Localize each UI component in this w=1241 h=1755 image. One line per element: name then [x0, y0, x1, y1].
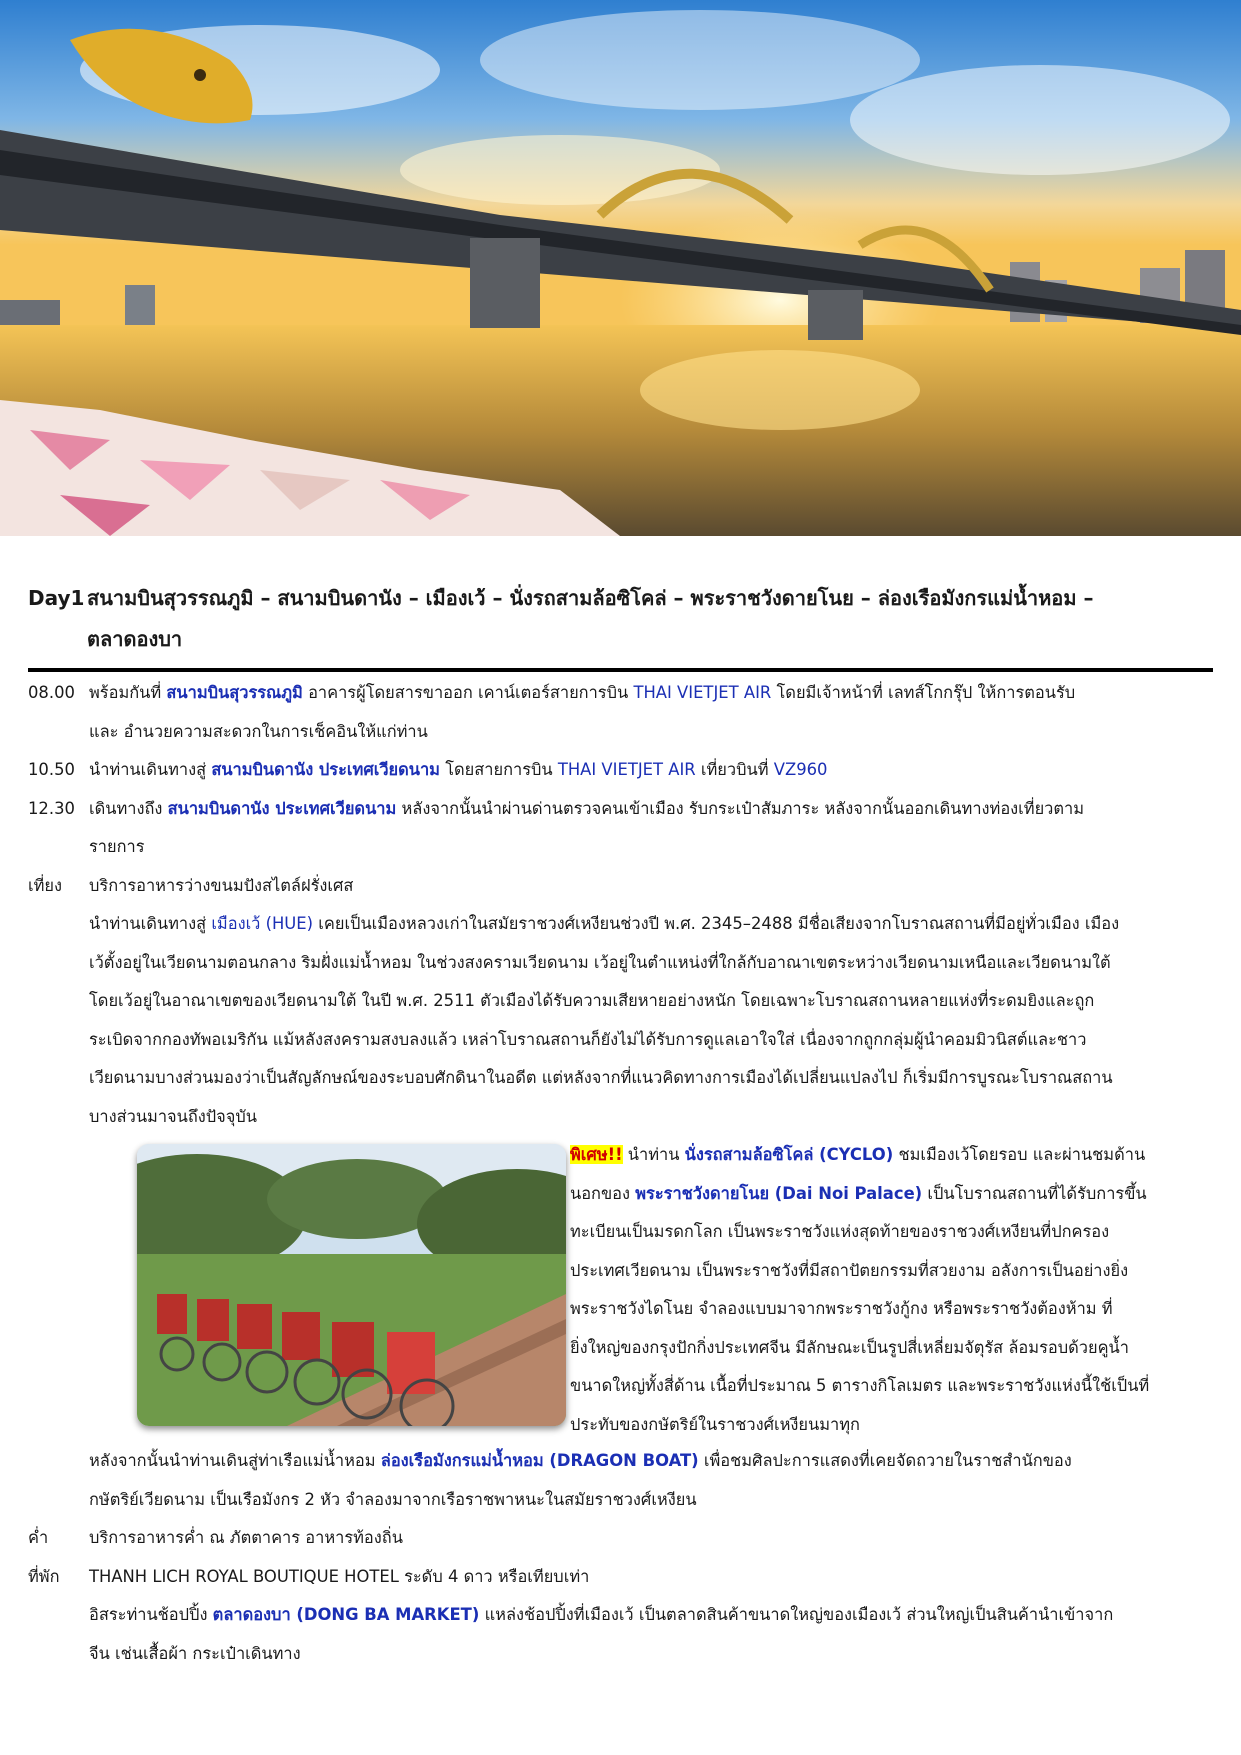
itinerary-item-hotel [28, 1558, 1213, 1597]
special-line: ยิ่งใหญ่ของกรุงปักกิ่งประเทศจีน มีลักษณะเป็นรูปสี่เหลี่ยมจัตุรัส ล้อมรอบด้วยคูน้ำ [570, 1337, 1129, 1357]
special-line: ประเทศเวียดนาม เป็นพระราชวังที่มีสถาปัตยกรรมที่สวยงาม อลังการเป็นอย่างยิ่ง [570, 1260, 1129, 1280]
text-run: แหล่งช้อปปิ้งที่เมืองเว้ เป็นตลาดสินค้าขนาดใหญ่ของเมืองเว้ ส่วนใหญ่เป็นสินค้านำเข้าจาก [479, 1605, 1114, 1624]
hue-line: เวียดนามบางส่วนมองว่าเป็นสัญลักษณ์ของระบอบศักดินาในอดีต แต่หลังจากที่แนวคิดทางการเมืองได้เปลี่ยนแปลงไป ก็เริ่มมีการบูรณะโบราณสถาน [89, 1068, 1113, 1087]
text-run: อาคารผู้โดยสารขาออก เคาน์เตอร์สายการบิน [302, 683, 634, 702]
item-text: บริการอาหารค่ำ ณ ภัตตาคาร อาหารท้องถิ่น [89, 1528, 403, 1547]
itinerary-item-1050 [28, 751, 1213, 790]
market-paragraph [28, 1596, 1213, 1673]
special-badge: พิเศษ!! [570, 1145, 623, 1164]
text-run: หลังจากนั้นนำผ่านด่านตรวจคนเข้าเมือง รับกระเป๋าสัมภาระ หลังจากนั้นออกเดินทางท่องเที่ยวตาม [396, 798, 1085, 818]
item-text [89, 790, 1213, 829]
hero-photo [0, 0, 1241, 536]
highlight-place: ตลาดองบา (DONG BA MARKET) [212, 1605, 480, 1624]
text-run: โดยสายการบิน [440, 760, 558, 779]
day-label: Day1 [28, 586, 85, 610]
text-run: นำท่าน [622, 1145, 685, 1164]
item-time: ค่ำ [28, 1528, 49, 1547]
item-time: 10.50 [28, 760, 75, 779]
special-line: ขนาดใหญ่ทั้งสี่ด้าน เนื้อที่ประมาณ 5 ตารางกิโลเมตร และพระราชวังแห่งนี้ใช้เป็นที่ [570, 1376, 1150, 1395]
hue-line: เว้ตั้งอยู่ในเวียดนามตอนกลาง ริมฝั่งแม่น้ำหอม ในช่วงสงครามเวียดนาม เว้อยู่ในตำแหน่งที่ใกล้กับอาณาเขตระหว่างเวียดนามเหนือและเวียดนามใต้ [89, 952, 1111, 972]
highlight-airline: THAI VIETJET AIR [557, 760, 696, 779]
text-run: นำท่านเดินทางสู่ [89, 760, 212, 779]
text-run: เป็นโบราณสถานที่ได้รับการขึ้น [922, 1183, 1147, 1203]
highlight-activity: นั่งรถสามล้อซิโคล่ (CYCLO) [684, 1145, 894, 1164]
text-run: หลังจากนั้นนำท่านเดินสู่ท่าเรือแม่น้ำหอม [89, 1451, 381, 1470]
text-run: เพื่อชมศิลปะการแสดงที่เคยจัดถวายในราชสำนักของ [698, 1451, 1072, 1470]
item-time: ที่พัก [28, 1566, 60, 1586]
text-run: เที่ยวบินที่ [695, 760, 774, 779]
highlight-place: สนามบินดานัง ประเทศเวียดนาม [167, 798, 397, 818]
hue-line [89, 905, 1213, 944]
item-time: เที่ยง [28, 875, 63, 895]
item-text-line2: และ อำนวยความสะดวกในการเช็คอินให้แก่ท่าน [89, 721, 428, 741]
itinerary-item-0800 [28, 674, 1213, 751]
boat-line: กษัตริย์เวียดนาม เป็นเรือมังกร 2 หัว จำลองมาจากเรือราชพาหนะในสมัยราชวงศ์เหงียน [89, 1489, 697, 1509]
text-run: เคยเป็นเมืองหลวงเก่าในสมัยราชวงศ์เหงียนช่วงปี พ.ศ. 2345–2488 มีชื่อเสียงจากโบราณสถานที่มีอยู่ทั่วเมือง เมือง [313, 914, 1120, 933]
header-divider [28, 668, 1213, 672]
highlight-place: สนามบินดานัง ประเทศเวียดนาม [211, 760, 440, 779]
item-text: บริการอาหารว่างขนมปังสไตล์ฝรั่งเศส [89, 875, 354, 895]
highlight-place: พระราชวังดายโนย (Dai Noi Palace) [635, 1183, 923, 1203]
day-header [28, 578, 1213, 660]
item-time: 08.00 [28, 683, 75, 702]
itinerary [28, 674, 1213, 1673]
special-text [570, 1136, 1213, 1444]
boat-paragraph [28, 1442, 1213, 1519]
itinerary-item-1230 [28, 790, 1213, 867]
text-run: เดินทางถึง [89, 798, 168, 818]
special-line: พระราชวังไดโนย จำลองแบบมาจากพระราชวังกู้กง หรือพระราชวังต้องห้าม ที่ [570, 1299, 1113, 1318]
text-run: อิสระท่านช้อปปิ้ง [89, 1605, 213, 1624]
highlight-activity: ล่องเรือมังกรแม่น้ำหอม (DRAGON BOAT) [380, 1451, 699, 1470]
hue-line: โดยเว้อยู่ในอาณาเขตของเวียดนามใต้ ในปี พ.ศ. 2511 ตัวเมืองได้รับความเสียหายอย่างหนัก โดยเฉพาะโบราณสถานหลายแห่งที่ระดมยิงและถูก [89, 991, 1095, 1010]
special-line: ประทับของกษัตริย์ในราชวงศ์เหงียนมาทุก [570, 1414, 860, 1434]
special-line [570, 1136, 1213, 1175]
item-text [89, 751, 1213, 790]
market-line: จีน เช่นเสื้อผ้า กระเป๋าเดินทาง [89, 1643, 301, 1663]
special-line: ทะเบียนเป็นมรดกโลก เป็นพระราชวังแห่งสุดท้ายของราชวงศ์เหงียนที่ปกครอง [570, 1222, 1110, 1241]
special-line [570, 1175, 1213, 1214]
cyclo-rickshaws-photo-icon [137, 1144, 566, 1426]
hue-line: ระเบิดจากกองทัพอเมริกัน แม้หลังสงครามสงบลงแล้ว เหล่าโบราณสถานก็ยังไม่ได้รับการดูแลเอาใจใส่ เนื่องจากถูกกลุ่มผู้นำคอมมิวนิสต์และชาว [89, 1029, 1087, 1049]
hue-line: บางส่วนมาจนถึงปัจจุบัน [89, 1106, 257, 1126]
day-title-line2: ตลาดองบา [87, 627, 183, 651]
highlight-place: เมืองเว้ (HUE) [211, 914, 314, 933]
item-text: THANH LICH ROYAL BOUTIQUE HOTEL ระดับ 4 ดาว หรือเทียบเท่า [89, 1566, 590, 1586]
special-section [89, 1136, 1213, 1442]
dragon-bridge-photo-icon [0, 0, 1241, 536]
highlight-flight: VZ960 [773, 760, 828, 779]
itinerary-item-dinner [28, 1519, 1213, 1558]
boat-line [89, 1442, 1213, 1481]
text-run: พร้อมกันที่ [89, 683, 167, 702]
itinerary-item-lunch [28, 867, 1213, 906]
highlight-airline: THAI VIETJET AIR [633, 683, 772, 702]
text-run: ชมเมืองเว้โดยรอบ และผ่านชมด้าน [893, 1145, 1146, 1164]
highlight-place: สนามบินสุวรรณภูมิ [166, 683, 303, 702]
item-text [89, 674, 1213, 713]
item-text-line2: รายการ [89, 837, 145, 856]
text-run: นำท่านเดินทางสู่ [89, 914, 212, 933]
hue-paragraph [28, 905, 1213, 1136]
day-title: สนามบินสุวรรณภูมิ – สนามบินดานัง – เมืองเว้ – นั่งรถสามล้อซิโคล่ – พระราชวังดายโนย – ล่องเรือมังกรแม่น้ำหอม – [87, 586, 1094, 610]
text-run: โดยมีเจ้าหน้าที่ เลทส์โกกรุ๊ป ให้การตอนรับ [771, 683, 1076, 702]
day-title-line1 [28, 578, 1213, 619]
item-time: 12.30 [28, 798, 75, 818]
text-run: นอกของ [570, 1183, 636, 1203]
market-line [89, 1596, 1213, 1635]
cyclo-photo [137, 1144, 566, 1426]
